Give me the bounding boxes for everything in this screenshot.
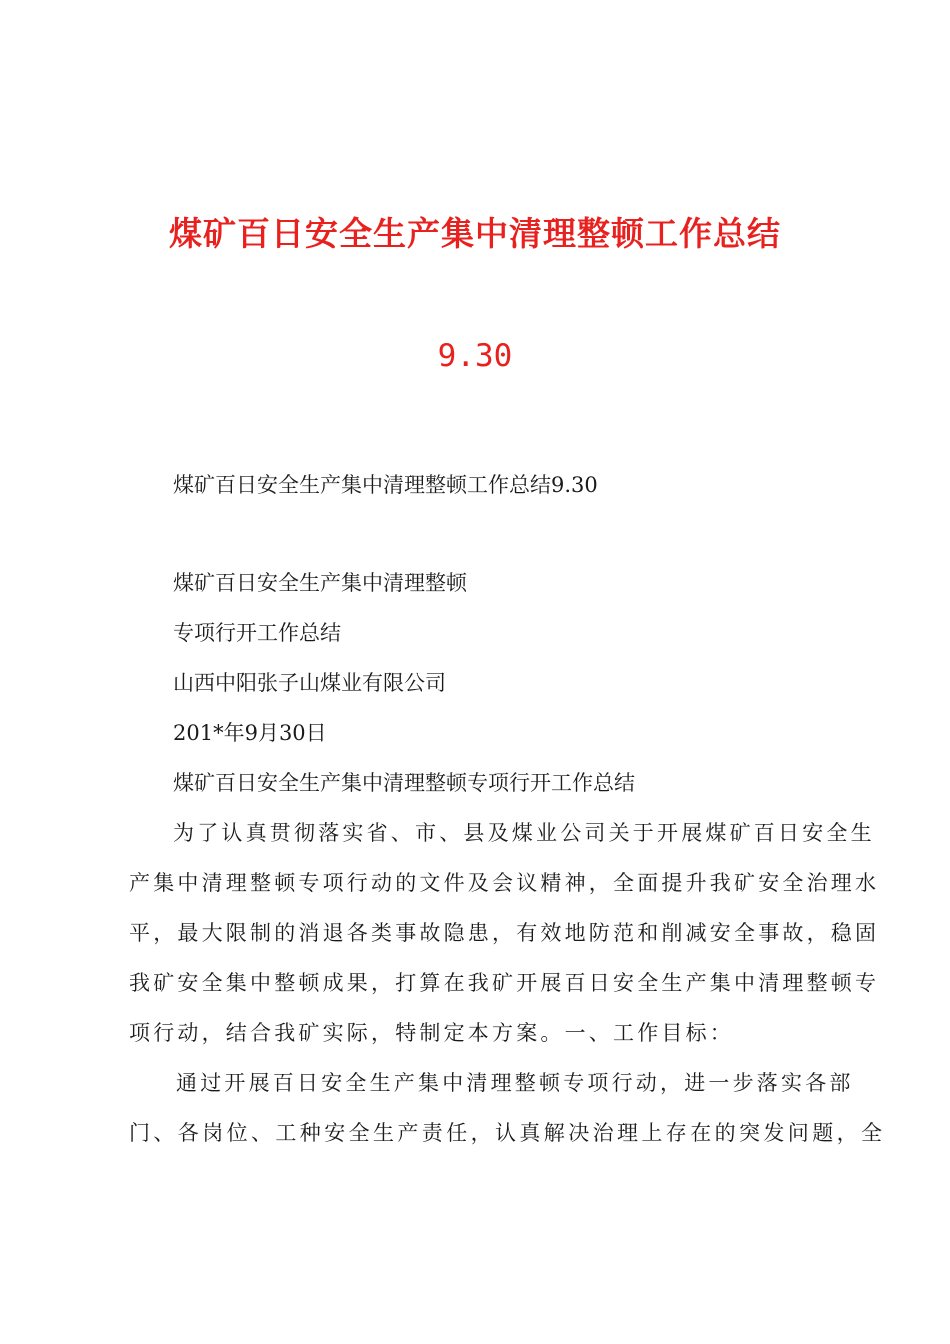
company-name: 山西中阳张子山煤业有限公司 bbox=[173, 671, 446, 695]
paragraph-2-line-1: 通过开展百日安全生产集中清理整顿专项行动，进一步落实各部 bbox=[176, 1071, 854, 1095]
paragraph-2-line-2: 门、各岗位、工种安全生产责任，认真解决治理上存在的突发问题，全 bbox=[129, 1121, 886, 1145]
cover-line-1: 煤矿百日安全生产集中清理整顿 bbox=[173, 571, 467, 595]
paragraph-1-line-3: 平，最大限制的消退各类事故隐患，有效地防范和削减安全事故，稳固 bbox=[129, 921, 880, 945]
paragraph-1-line-5: 项行动，结合我矿实际，特制定本方案。一、工作目标： bbox=[129, 1021, 734, 1045]
cover-line-2: 专项行开工作总结 bbox=[173, 621, 341, 645]
paragraph-1-line-4: 我矿安全集中整顿成果，打算在我矿开展百日安全生产集中清理整顿专 bbox=[129, 971, 880, 995]
paragraph-1-line-1: 为了认真贯彻落实省、市、县及煤业公司关于开展煤矿百日安全生 bbox=[173, 821, 875, 845]
section-title: 煤矿百日安全生产集中清理整顿专项行开工作总结 bbox=[173, 771, 635, 795]
paragraph-1-line-2: 产集中清理整顿专项行动的文件及会议精神，全面提升我矿安全治理水 bbox=[129, 871, 880, 895]
document-title: 煤矿百日安全生产集中清理整顿工作总结 bbox=[169, 214, 781, 253]
document-date: 201*年9月30日 bbox=[173, 721, 327, 745]
document-subtitle: 煤矿百日安全生产集中清理整顿工作总结9.30 bbox=[173, 473, 598, 497]
document-title-date: 9.30 bbox=[437, 338, 513, 374]
